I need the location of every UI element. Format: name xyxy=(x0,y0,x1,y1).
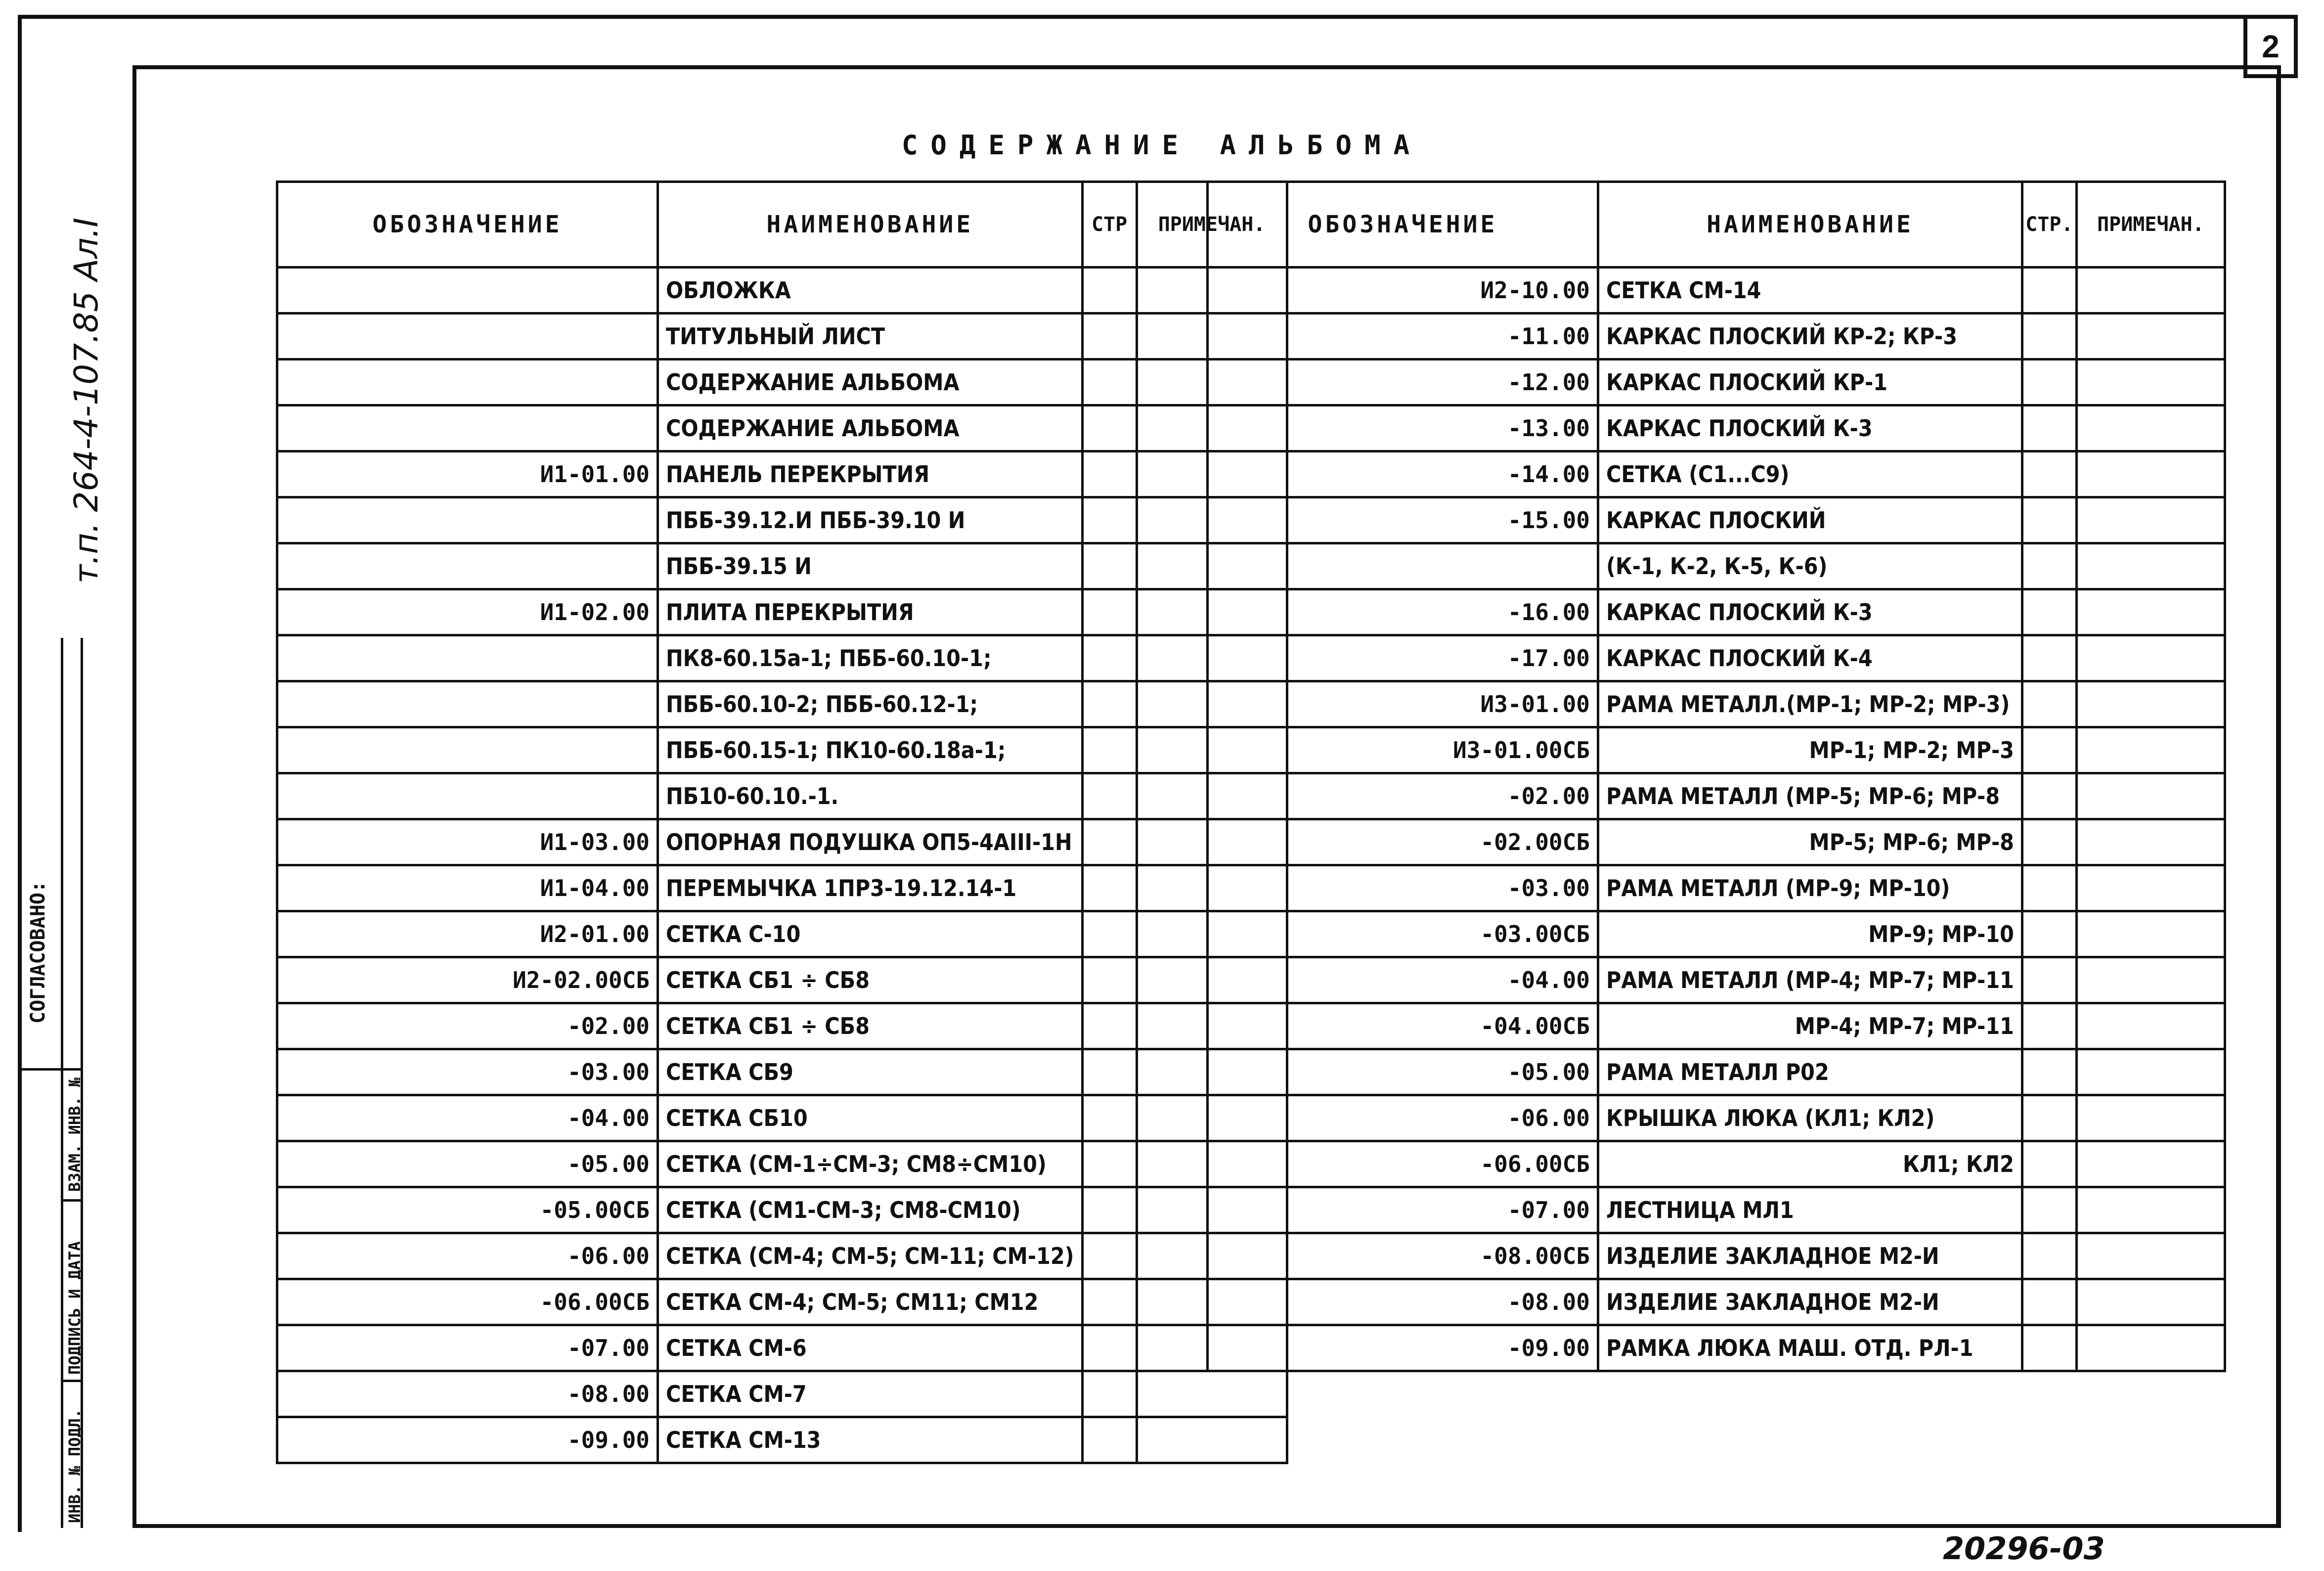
name-cell: СЕТКА СМ-14 xyxy=(1598,268,2022,314)
note-cell xyxy=(2076,1325,2225,1371)
frame-rule xyxy=(2276,74,2280,1528)
designation-cell: -03.00 xyxy=(277,1049,658,1095)
page-cell xyxy=(2022,359,2076,405)
table-row xyxy=(1208,497,2225,543)
name-cell: СЕТКА СБ10 xyxy=(658,1095,1083,1141)
page-cell xyxy=(1082,865,1137,911)
page-cell xyxy=(2022,911,2076,957)
stamp-divider xyxy=(63,1199,83,1202)
name-cell: СЕТКА (СМ1-СМ-3; СМ8-СМ10) xyxy=(658,1187,1083,1233)
designation-cell xyxy=(277,359,658,405)
name-cell: СЕТКА СБ1 ÷ СБ8 xyxy=(658,1003,1083,1049)
designation-cell: -06.00СБ xyxy=(277,1279,658,1325)
designation-cell xyxy=(277,543,658,589)
header-page: СТР. xyxy=(2022,182,2076,268)
designation-cell: -03.00СБ xyxy=(1208,911,1598,957)
note-cell xyxy=(2076,1003,2225,1049)
designation-cell xyxy=(277,635,658,681)
note-cell xyxy=(2076,727,2225,773)
designation-cell: И1-01.00 xyxy=(277,451,658,497)
page-cell xyxy=(1082,314,1137,359)
table-row xyxy=(1208,359,2225,405)
name-cell: КЛ1; КЛ2 xyxy=(1598,1141,2022,1187)
page-cell xyxy=(1082,819,1137,865)
note-cell xyxy=(2076,911,2225,957)
table-row xyxy=(1208,681,2225,727)
table-row xyxy=(1208,865,2225,911)
page-cell xyxy=(1082,1325,1137,1371)
page-cell xyxy=(1082,1371,1137,1417)
page-cell xyxy=(1082,589,1137,635)
page-cell xyxy=(1082,1279,1137,1325)
name-cell: ПАНЕЛЬ ПЕРЕКРЫТИЯ xyxy=(658,451,1083,497)
name-cell: ЛЕСТНИЦА МЛ1 xyxy=(1598,1187,2022,1233)
page-cell xyxy=(2022,819,2076,865)
note-cell xyxy=(2076,865,2225,911)
name-cell: МР-1; МР-2; МР-3 xyxy=(1598,727,2022,773)
note-cell xyxy=(2076,635,2225,681)
page-cell xyxy=(2022,727,2076,773)
designation-cell: И2-10.00 xyxy=(1208,268,1598,314)
designation-cell: -02.00СБ xyxy=(1208,819,1598,865)
table-row xyxy=(1208,451,2225,497)
name-cell: ПЕРЕМЫЧКА 1ПР3-19.12.14-1 xyxy=(658,865,1083,911)
note-cell xyxy=(2076,1095,2225,1141)
header-name: НАИМЕНОВАНИЕ xyxy=(658,182,1083,268)
note-cell xyxy=(2076,773,2225,819)
page-cell xyxy=(2022,1325,2076,1371)
name-cell: КАРКАС ПЛОСКИЙ К-3 xyxy=(1598,405,2022,451)
name-cell: ПББ-39.12.И ПББ-39.10 И xyxy=(658,497,1083,543)
table-row xyxy=(1208,773,2225,819)
note-cell xyxy=(2076,359,2225,405)
designation-cell: -12.00 xyxy=(1208,359,1598,405)
stamp-replaced-inv-label: ВЗАМ. ИНВ. № xyxy=(65,1077,84,1192)
note-cell xyxy=(2076,589,2225,635)
name-cell: МР-9; МР-10 xyxy=(1598,911,2022,957)
designation-cell: И3-01.00СБ xyxy=(1208,727,1598,773)
page-cell xyxy=(2022,1095,2076,1141)
name-cell: СОДЕРЖАНИЕ АЛЬБОМА xyxy=(658,359,1083,405)
name-cell: ТИТУЛЬНЫЙ ЛИСТ xyxy=(658,314,1083,359)
name-cell: ПЛИТА ПЕРЕКРЫТИЯ xyxy=(658,589,1083,635)
page-cell xyxy=(2022,405,2076,451)
designation-cell: -06.00СБ xyxy=(1208,1141,1598,1187)
designation-cell: -09.00 xyxy=(277,1417,658,1463)
table-row xyxy=(1208,1279,2225,1325)
name-cell: ПБ10-60.10.-1. xyxy=(658,773,1083,819)
note-cell xyxy=(1137,1417,1287,1463)
page-cell xyxy=(1082,773,1137,819)
note-cell xyxy=(2076,497,2225,543)
table-row xyxy=(277,1003,1287,1049)
name-cell: МР-4; МР-7; МР-11 xyxy=(1598,1003,2022,1049)
header-name: НАИМЕНОВАНИЕ xyxy=(1598,182,2022,268)
table-row xyxy=(277,1325,1287,1371)
name-cell: СЕТКА (СМ-4; СМ-5; СМ-11; СМ-12) xyxy=(658,1233,1083,1279)
page-cell xyxy=(2022,635,2076,681)
note-cell xyxy=(2076,1049,2225,1095)
archive-number: 20296-03 xyxy=(1943,1530,2105,1567)
page-cell xyxy=(1082,497,1137,543)
page-cell xyxy=(2022,1233,2076,1279)
name-cell: СЕТКА СМ-7 xyxy=(658,1371,1083,1417)
table-row xyxy=(1208,543,2225,589)
table-row xyxy=(1208,589,2225,635)
sheet-number: 2 xyxy=(2243,15,2298,78)
stamp-divider xyxy=(63,1380,83,1382)
table-row xyxy=(277,1187,1287,1233)
name-cell: РАМА МЕТАЛЛ.(МР-1; МР-2; МР-3) xyxy=(1598,681,2022,727)
designation-cell: -11.00 xyxy=(1208,314,1598,359)
designation-cell: -06.00 xyxy=(277,1233,658,1279)
designation-cell: -07.00 xyxy=(1208,1187,1598,1233)
table-row xyxy=(1208,727,2225,773)
name-cell: ПББ-60.15-1; ПК10-60.18а-1; xyxy=(658,727,1083,773)
designation-cell: -04.00 xyxy=(277,1095,658,1141)
table-row xyxy=(1208,1187,2225,1233)
contents-table-left xyxy=(276,180,1288,1464)
page-cell xyxy=(1082,268,1137,314)
designation-cell: -04.00СБ xyxy=(1208,1003,1598,1049)
header-note: ПРИМЕЧАН. xyxy=(2076,182,2225,268)
note-cell xyxy=(2076,1187,2225,1233)
designation-cell xyxy=(277,268,658,314)
name-cell: КАРКАС ПЛОСКИЙ КР-1 xyxy=(1598,359,2022,405)
page-cell xyxy=(2022,865,2076,911)
designation-cell xyxy=(277,497,658,543)
table-row xyxy=(277,819,1287,865)
table-row xyxy=(277,497,1287,543)
name-cell: СЕТКА (СМ-1÷СМ-3; СМ8÷СМ10) xyxy=(658,1141,1083,1187)
name-cell: ОБЛОЖКА xyxy=(658,268,1083,314)
table-row xyxy=(1208,1003,2225,1049)
contents-table-right xyxy=(1206,180,2226,1372)
table-row xyxy=(1208,1141,2225,1187)
name-cell: КАРКАС ПЛОСКИЙ КР-2; КР-3 xyxy=(1598,314,2022,359)
page-cell xyxy=(1082,727,1137,773)
name-cell: ПК8-60.15а-1; ПББ-60.10-1; xyxy=(658,635,1083,681)
name-cell: СЕТКА С-10 xyxy=(658,911,1083,957)
page-cell xyxy=(1082,681,1137,727)
page-cell xyxy=(2022,1141,2076,1187)
designation-cell: И2-01.00 xyxy=(277,911,658,957)
note-cell xyxy=(2076,405,2225,451)
page-cell xyxy=(2022,1049,2076,1095)
designation-cell: -08.00 xyxy=(277,1371,658,1417)
page-cell xyxy=(1082,543,1137,589)
name-cell: РАМА МЕТАЛЛ (МР-4; МР-7; МР-11 xyxy=(1598,957,2022,1003)
designation-cell xyxy=(277,727,658,773)
table-row xyxy=(277,314,1287,359)
name-cell: ИЗДЕЛИЕ ЗАКЛАДНОЕ М2-И xyxy=(1598,1279,2022,1325)
designation-cell: -05.00 xyxy=(277,1141,658,1187)
header-designation: ОБОЗНАЧЕНИЕ xyxy=(1208,182,1598,268)
header-page: СТР xyxy=(1082,182,1137,268)
name-cell: СЕТКА СМ-6 xyxy=(658,1325,1083,1371)
designation-cell: И1-04.00 xyxy=(277,865,658,911)
designation-cell: -04.00 xyxy=(1208,957,1598,1003)
designation-cell: И2-02.00СБ xyxy=(277,957,658,1003)
designation-cell xyxy=(277,773,658,819)
page-cell xyxy=(1082,405,1137,451)
stamp-signature-label: ПОДПИСЬ И ДАТА xyxy=(65,1241,84,1375)
name-cell: КАРКАС ПЛОСКИЙ xyxy=(1598,497,2022,543)
table-row xyxy=(277,268,1287,314)
page-cell xyxy=(1082,1049,1137,1095)
page-cell xyxy=(1082,635,1137,681)
designation-cell: -06.00 xyxy=(1208,1095,1598,1141)
designation-cell: -02.00 xyxy=(1208,773,1598,819)
name-cell: МР-5; МР-6; МР-8 xyxy=(1598,819,2022,865)
designation-cell: -02.00 xyxy=(277,1003,658,1049)
table-row xyxy=(277,911,1287,957)
name-cell: РАМА МЕТАЛЛ Р02 xyxy=(1598,1049,2022,1095)
name-cell: ПББ-39.15 И xyxy=(658,543,1083,589)
album-code-vertical: т.п. 264-4-107.85 Ал.I xyxy=(67,218,105,584)
name-cell: СЕТКА СМ-4; СМ-5; СМ11; СМ12 xyxy=(658,1279,1083,1325)
table-row xyxy=(277,1233,1287,1279)
name-cell: ИЗДЕЛИЕ ЗАКЛАДНОЕ М2-И xyxy=(1598,1233,2022,1279)
stamp-agreed-label: СОГЛАСОВАНО: xyxy=(27,881,49,1024)
note-cell xyxy=(2076,681,2225,727)
table-row xyxy=(277,1049,1287,1095)
page-cell xyxy=(1082,359,1137,405)
table-header-row xyxy=(277,182,1287,268)
name-cell: (К-1, К-2, К-5, К-6) xyxy=(1598,543,2022,589)
page-cell xyxy=(1082,451,1137,497)
note-cell xyxy=(2076,1233,2225,1279)
table-body xyxy=(1208,268,2225,1371)
note-cell xyxy=(2076,819,2225,865)
header-note: ПРИМЕЧАН. xyxy=(1137,182,1287,268)
designation-cell: -03.00 xyxy=(1208,865,1598,911)
designation-cell: -07.00 xyxy=(277,1325,658,1371)
page-cell xyxy=(2022,957,2076,1003)
table-row xyxy=(1208,314,2225,359)
note-cell xyxy=(2076,957,2225,1003)
designation-cell: -15.00 xyxy=(1208,497,1598,543)
designation-cell: -08.00 xyxy=(1208,1279,1598,1325)
table-row xyxy=(277,957,1287,1003)
stamp-column-outer xyxy=(18,638,63,1528)
table-row xyxy=(277,635,1287,681)
name-cell: СОДЕРЖАНИЕ АЛЬБОМА xyxy=(658,405,1083,451)
designation-cell: -17.00 xyxy=(1208,635,1598,681)
note-cell xyxy=(2076,268,2225,314)
table-row xyxy=(277,1095,1287,1141)
table-header-row xyxy=(1208,182,2225,268)
table-row xyxy=(1208,1325,2225,1371)
page-cell xyxy=(2022,773,2076,819)
name-cell: СЕТКА СБ9 xyxy=(658,1049,1083,1095)
page-cell xyxy=(2022,1003,2076,1049)
name-cell: СЕТКА СБ1 ÷ СБ8 xyxy=(658,957,1083,1003)
table-row xyxy=(1208,268,2225,314)
designation-cell xyxy=(277,405,658,451)
designation-cell: -05.00 xyxy=(1208,1049,1598,1095)
note-cell xyxy=(2076,1279,2225,1325)
designation-cell: И3-01.00 xyxy=(1208,681,1598,727)
designation-cell: -08.00СБ xyxy=(1208,1233,1598,1279)
page-cell xyxy=(2022,1187,2076,1233)
designation-cell: -13.00 xyxy=(1208,405,1598,451)
table-body xyxy=(277,268,1287,1463)
page-cell xyxy=(1082,1003,1137,1049)
page-cell xyxy=(2022,451,2076,497)
table-row xyxy=(277,1417,1287,1463)
table-row xyxy=(277,865,1287,911)
table-row xyxy=(277,1279,1287,1325)
table-row xyxy=(277,359,1287,405)
name-cell: РАМКА ЛЮКА МАШ. ОТД. РЛ-1 xyxy=(1598,1325,2022,1371)
page-cell xyxy=(2022,1279,2076,1325)
page-cell xyxy=(1082,957,1137,1003)
name-cell: СЕТКА СМ-13 xyxy=(658,1417,1083,1463)
table-row xyxy=(277,589,1287,635)
name-cell: ОПОРНАЯ ПОДУШКА ОП5-4АIII-1Н xyxy=(658,819,1083,865)
designation-cell: -14.00 xyxy=(1208,451,1598,497)
note-cell xyxy=(2076,1141,2225,1187)
name-cell: ПББ-60.10-2; ПББ-60.12-1; xyxy=(658,681,1083,727)
table-row xyxy=(1208,1233,2225,1279)
table-row xyxy=(1208,957,2225,1003)
designation-cell: -16.00 xyxy=(1208,589,1598,635)
page-cell xyxy=(2022,268,2076,314)
header-designation: ОБОЗНАЧЕНИЕ xyxy=(277,182,658,268)
note-cell xyxy=(2076,543,2225,589)
table-row xyxy=(1208,405,2225,451)
note-cell xyxy=(1137,1371,1287,1417)
page-cell xyxy=(2022,543,2076,589)
note-cell xyxy=(2076,451,2225,497)
table-row xyxy=(277,543,1287,589)
stamp-inv-orig-label: ИНВ. № ПОДЛ. xyxy=(65,1408,84,1523)
table-row xyxy=(1208,911,2225,957)
table-row xyxy=(277,405,1287,451)
page-cell xyxy=(2022,497,2076,543)
name-cell: КРЫШКА ЛЮКА (КЛ1; КЛ2) xyxy=(1598,1095,2022,1141)
page-cell xyxy=(1082,1141,1137,1187)
designation-cell: И1-02.00 xyxy=(277,589,658,635)
designation-cell: -09.00 xyxy=(1208,1325,1598,1371)
page-cell xyxy=(2022,589,2076,635)
table-row xyxy=(1208,819,2225,865)
note-cell xyxy=(2076,314,2225,359)
designation-cell xyxy=(1208,543,1598,589)
page-cell xyxy=(2022,681,2076,727)
page-cell xyxy=(1082,911,1137,957)
page-cell xyxy=(2022,314,2076,359)
document-title: СОДЕРЖАНИЕ АЛЬБОМА xyxy=(901,130,1423,161)
table-row xyxy=(277,1371,1287,1417)
page-cell xyxy=(1082,1095,1137,1141)
table-row xyxy=(1208,635,2225,681)
name-cell: КАРКАС ПЛОСКИЙ К-4 xyxy=(1598,635,2022,681)
name-cell: РАМА МЕТАЛЛ (МР-5; МР-6; МР-8 xyxy=(1598,773,2022,819)
table-row xyxy=(277,1141,1287,1187)
designation-cell xyxy=(277,314,658,359)
name-cell: РАМА МЕТАЛЛ (МР-9; МР-10) xyxy=(1598,865,2022,911)
designation-cell xyxy=(277,681,658,727)
table-row xyxy=(1208,1095,2225,1141)
table-row xyxy=(277,451,1287,497)
table-row xyxy=(277,681,1287,727)
page-cell xyxy=(1082,1233,1137,1279)
page-cell xyxy=(1082,1187,1137,1233)
table-row xyxy=(277,727,1287,773)
approval-stamp xyxy=(18,638,83,1528)
page-cell xyxy=(1082,1417,1137,1463)
designation-cell: И1-03.00 xyxy=(277,819,658,865)
name-cell: СЕТКА (С1...С9) xyxy=(1598,451,2022,497)
designation-cell: -05.00СБ xyxy=(277,1187,658,1233)
name-cell: КАРКАС ПЛОСКИЙ К-3 xyxy=(1598,589,2022,635)
table-row xyxy=(1208,1049,2225,1095)
table-row xyxy=(277,773,1287,819)
